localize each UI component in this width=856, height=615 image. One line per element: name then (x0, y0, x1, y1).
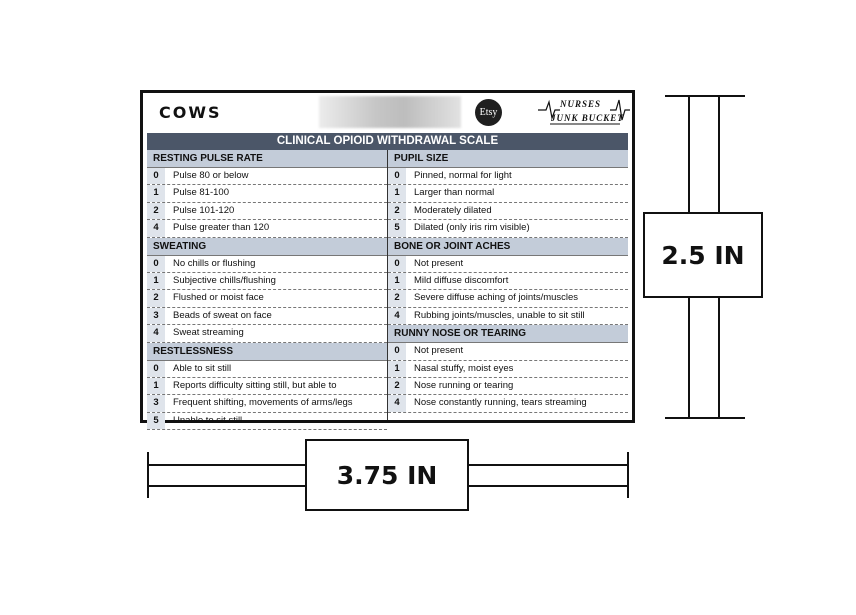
cows-card (140, 90, 635, 426)
score-row (388, 220, 628, 237)
score-row (388, 203, 628, 220)
score-description: Pulse 101-120 (173, 204, 235, 216)
score-row (147, 395, 387, 412)
score-value: 0 (388, 256, 406, 272)
score-value: 1 (388, 273, 406, 289)
score-row (147, 185, 387, 202)
score-value: 2 (388, 378, 406, 394)
score-value: 2 (388, 290, 406, 306)
score-row (147, 290, 387, 307)
score-row (388, 378, 628, 395)
card-header (143, 93, 632, 131)
scale-title: CLINICAL OPIOID WITHDRAWAL SCALE (147, 133, 628, 150)
score-row (388, 168, 628, 185)
score-description: Pinned, normal for light (414, 170, 512, 181)
score-row (147, 361, 387, 378)
score-row (388, 343, 628, 360)
width-dimension-label: 3.75 IN (305, 439, 469, 511)
score-description: Dilated (only iris rim visible) (414, 222, 530, 234)
nurses-junk-bucket-logo (538, 96, 630, 128)
section-heading: SWEATING (147, 238, 387, 256)
score-row (388, 273, 628, 290)
score-description: Moderately dilated (414, 204, 492, 216)
left-column (147, 150, 388, 426)
score-description: Flushed or moist face (173, 292, 264, 304)
score-description: Mild diffuse discomfort (414, 274, 509, 286)
score-value: 4 (388, 395, 406, 411)
score-description: Frequent shifting, movements of arms/legs (173, 397, 353, 409)
score-description: Not present (414, 257, 464, 269)
height-dimension-label: 2.5 IN (643, 212, 763, 298)
score-value: 0 (388, 168, 406, 184)
score-value: 0 (147, 256, 165, 272)
section-heading: PUPIL SIZE (388, 150, 628, 168)
right-column (388, 150, 628, 413)
score-row (147, 378, 387, 395)
section-heading: RUNNY NOSE OR TEARING (388, 325, 628, 343)
score-description: Not present (414, 345, 464, 357)
score-description: Sweat streaming (173, 327, 244, 339)
score-value: 1 (147, 378, 165, 394)
score-row (147, 413, 387, 430)
score-value: 5 (147, 413, 165, 429)
score-row (147, 203, 387, 220)
score-description: Subjective chills/flushing (173, 274, 276, 286)
score-description: No chills or flushing (173, 257, 256, 269)
score-row (147, 220, 387, 237)
blurred-region (319, 96, 461, 128)
score-row (147, 256, 387, 273)
score-description: Reports difficulty sitting still, but able to (173, 379, 337, 391)
score-value: 0 (147, 168, 165, 184)
score-description: Pulse 81-100 (173, 187, 229, 199)
score-row (147, 273, 387, 290)
score-value: 3 (147, 395, 165, 411)
section-heading: RESTLESSNESS (147, 343, 387, 361)
score-row (388, 185, 628, 202)
score-row (147, 325, 387, 342)
logo-line-2: JUNK BUCKET (551, 113, 624, 123)
score-description: Nose running or tearing (414, 379, 514, 391)
score-value: 1 (388, 185, 406, 201)
score-value: 1 (147, 185, 165, 201)
section-heading: RESTING PULSE RATE (147, 150, 387, 168)
score-value: 4 (147, 220, 165, 236)
score-value: 3 (147, 308, 165, 324)
score-value: 1 (147, 273, 165, 289)
score-description: Pulse 80 or below (173, 170, 249, 181)
score-description: Beads of sweat on face (173, 309, 272, 321)
etsy-badge-icon: Etsy (475, 99, 502, 126)
section-heading: BONE OR JOINT ACHES (388, 238, 628, 256)
score-row (388, 395, 628, 412)
score-value: 4 (388, 308, 406, 324)
score-value: 1 (388, 361, 406, 377)
logo-line-1: NURSES (560, 99, 602, 109)
score-description: Unable to sit still (173, 414, 243, 426)
score-description: Pulse greater than 120 (173, 222, 270, 234)
score-description: Able to sit still (173, 362, 232, 374)
score-row (388, 290, 628, 307)
score-row (388, 361, 628, 378)
score-value: 2 (147, 290, 165, 306)
score-value: 0 (147, 361, 165, 377)
score-description: Severe diffuse aching of joints/muscles (414, 292, 579, 304)
score-description: Larger than normal (414, 187, 495, 199)
score-value: 5 (388, 220, 406, 236)
score-row (147, 308, 387, 325)
score-value: 2 (147, 203, 165, 219)
score-description: Nasal stuffy, moist eyes (414, 362, 514, 374)
brand-title: COWS (159, 103, 222, 122)
score-description: Nose constantly running, tears streaming (414, 397, 587, 409)
score-description: Rubbing joints/muscles, unable to sit still (414, 309, 585, 321)
score-value: 2 (388, 203, 406, 219)
score-row (147, 168, 387, 185)
score-value: 4 (147, 325, 165, 341)
score-value: 0 (388, 343, 406, 359)
score-row (388, 256, 628, 273)
score-row (388, 308, 628, 325)
